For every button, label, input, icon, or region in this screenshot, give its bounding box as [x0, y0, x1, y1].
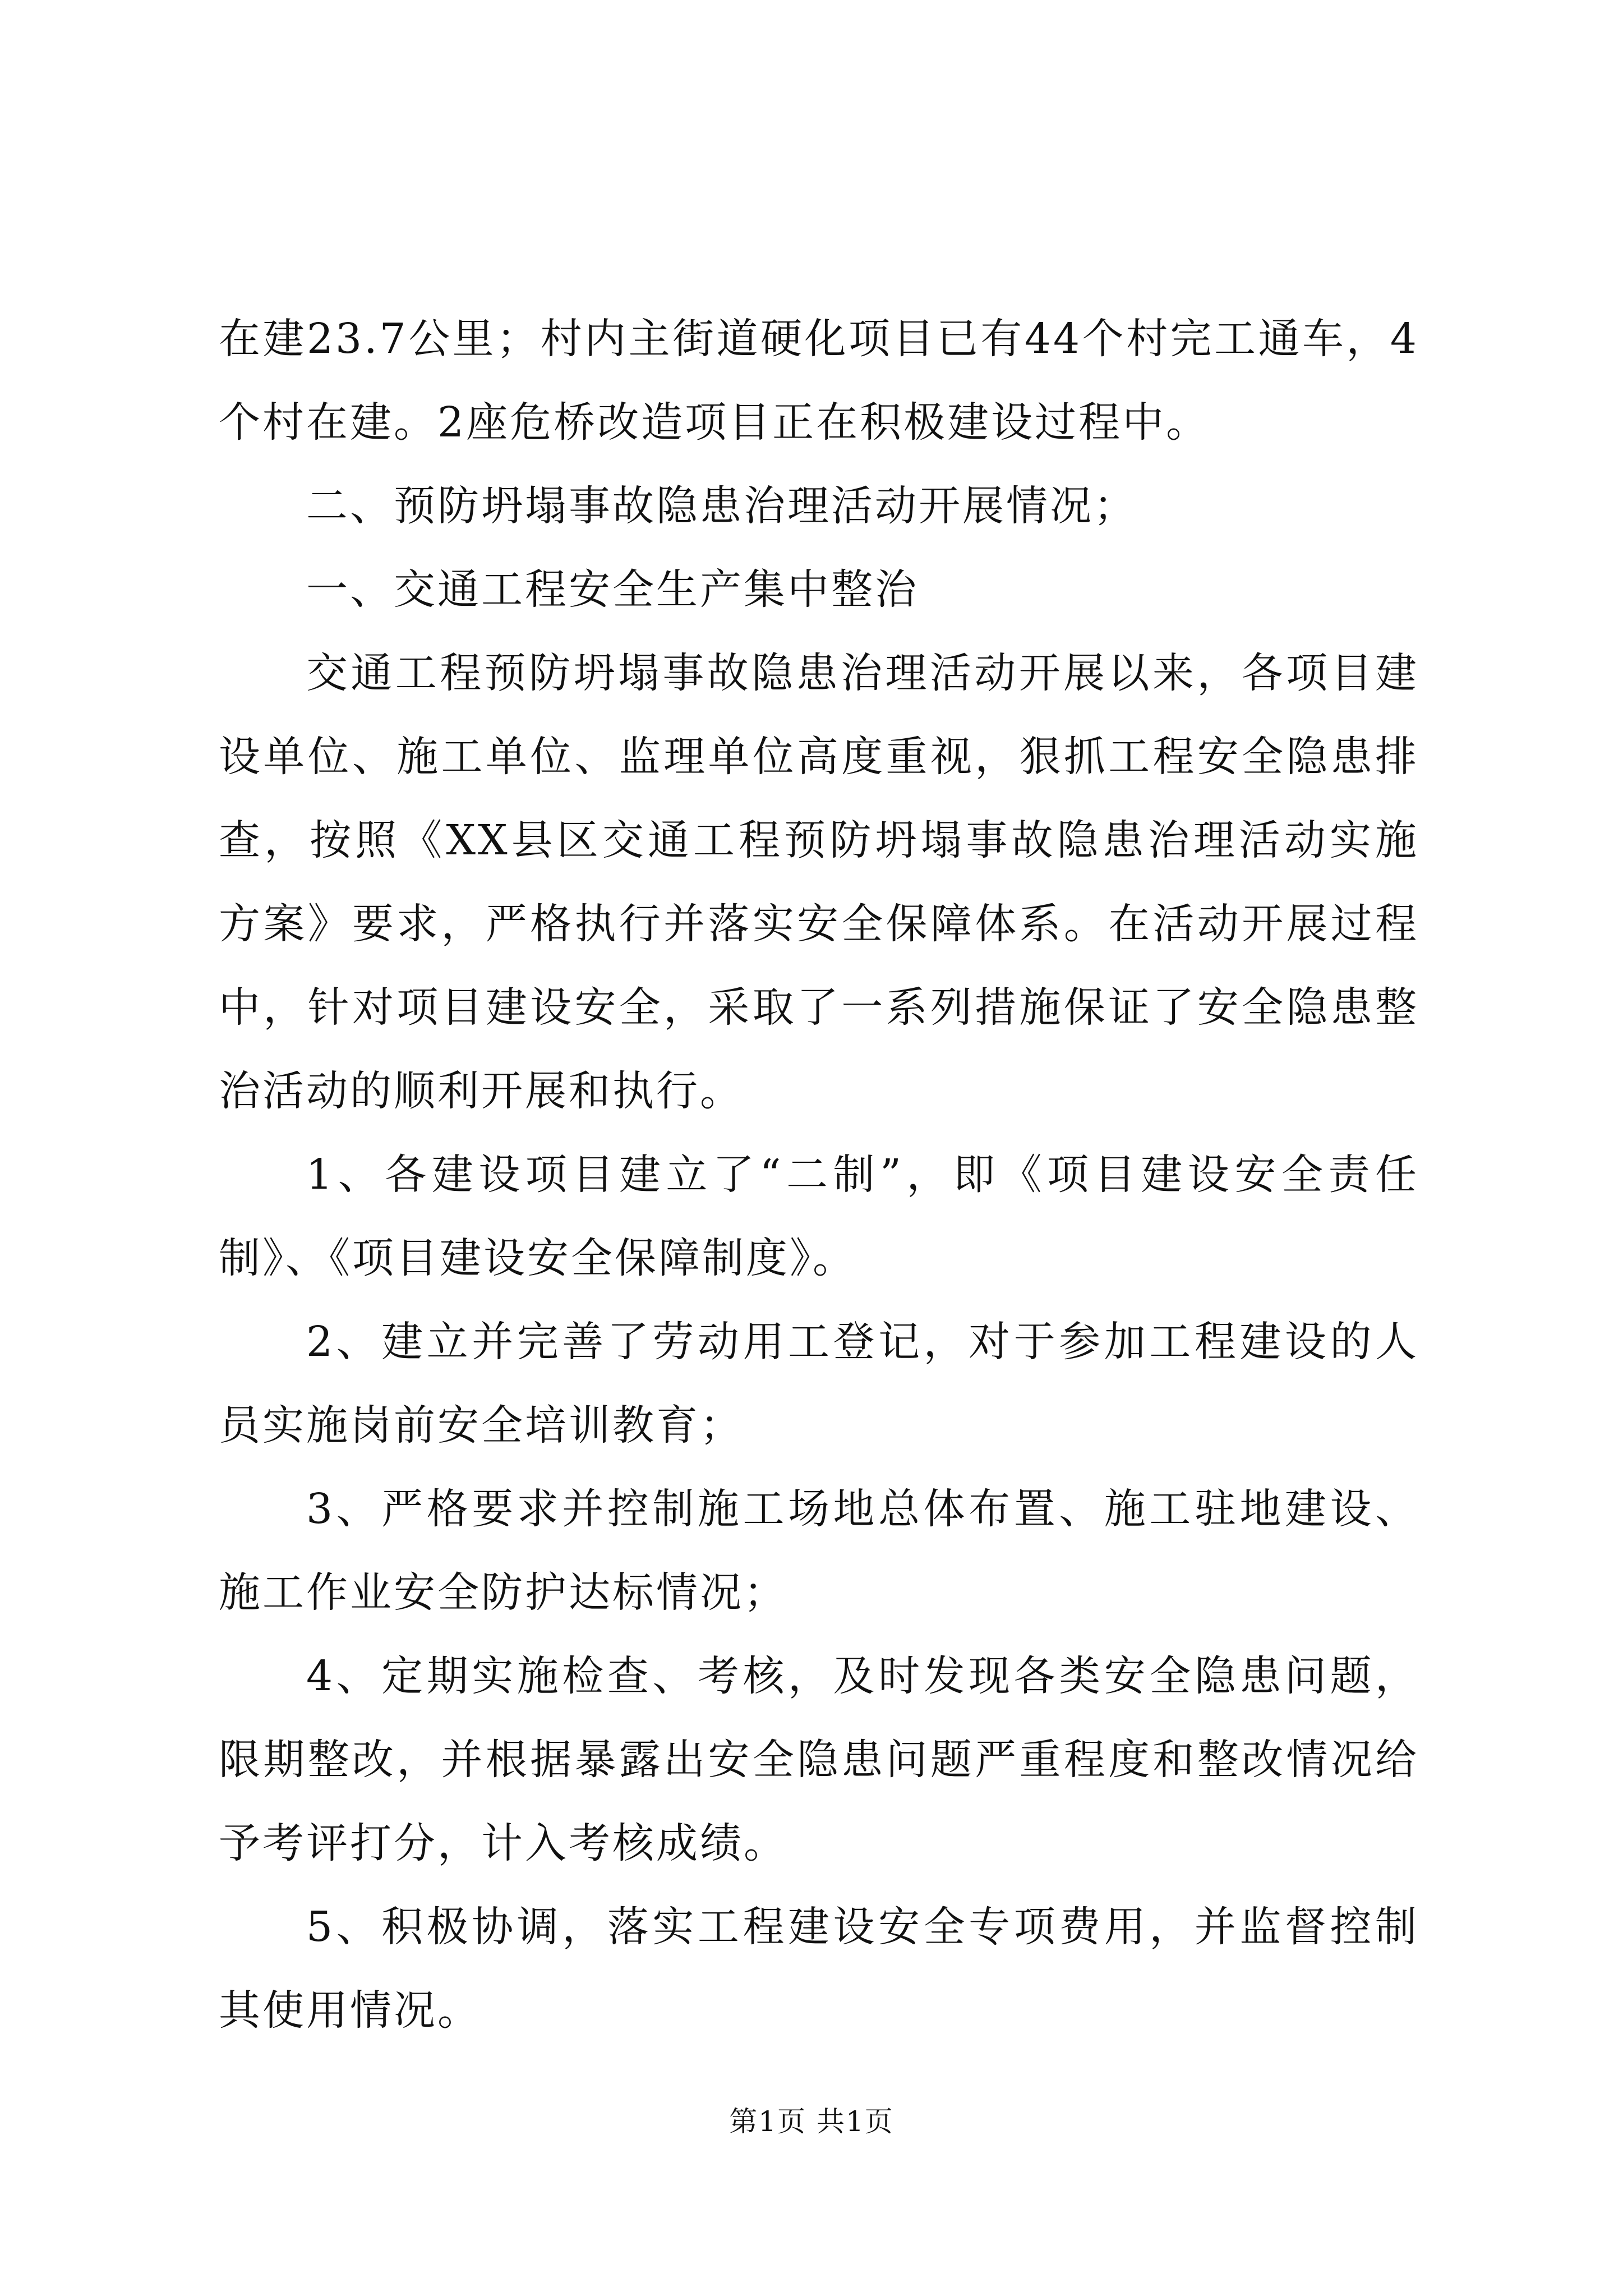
paragraph-2: 二、预防坍塌事故隐患治理活动开展情况； [306, 482, 1137, 530]
document-body [219, 297, 1419, 2053]
paragraph-1: 在建23.7公里；村内主街道硬化项目已有44个村完工通车，4个村在建。2座危桥改造项目正在积极建设过程中。 [219, 315, 1419, 447]
paragraph-3: 一、交通工程安全生产集中整治 [306, 565, 919, 614]
paragraph-4: 交通工程预防坍塌事故隐患治理活动开展以来，各项目建设单位、施工单位、监理单位高度重视，狠抓工程安全隐患排查，按照《XX县区交通工程预防坍塌事故隐患治理活动实施方案》要求，严格执行并落实安全保障体系。在活动开展过程中，针对项目建设安全，采取了一系列措施保证了安全隐患整治活动的顺利开展和执行。 [219, 649, 1419, 1115]
page-number-footer: 第1页 共1页 [729, 2105, 894, 2138]
paragraph-7: 3、严格要求并控制施工场地总体布置、施工驻地建设、施工作业安全防护达标情况； [219, 1485, 1419, 1617]
paragraph-8: 4、定期实施检查、考核，及时发现各类安全隐患问题，限期整改，并根据暴露出安全隐患问题严重程度和整改情况给予考评打分，计入考核成绩。 [219, 1652, 1419, 1867]
paragraph-9: 5、积极协调，落实工程建设安全专项费用，并监督控制其使用情况。 [219, 1903, 1419, 2035]
paragraph-5: 1、各建设项目建立了“二制”，即《项目建设安全责任制》、《项目建设安全保障制度》。 [219, 1151, 1419, 1282]
paragraph-6: 2、建立并完善了劳动用工登记，对于参加工程建设的人员实施岗前安全培训教育； [219, 1318, 1419, 1450]
